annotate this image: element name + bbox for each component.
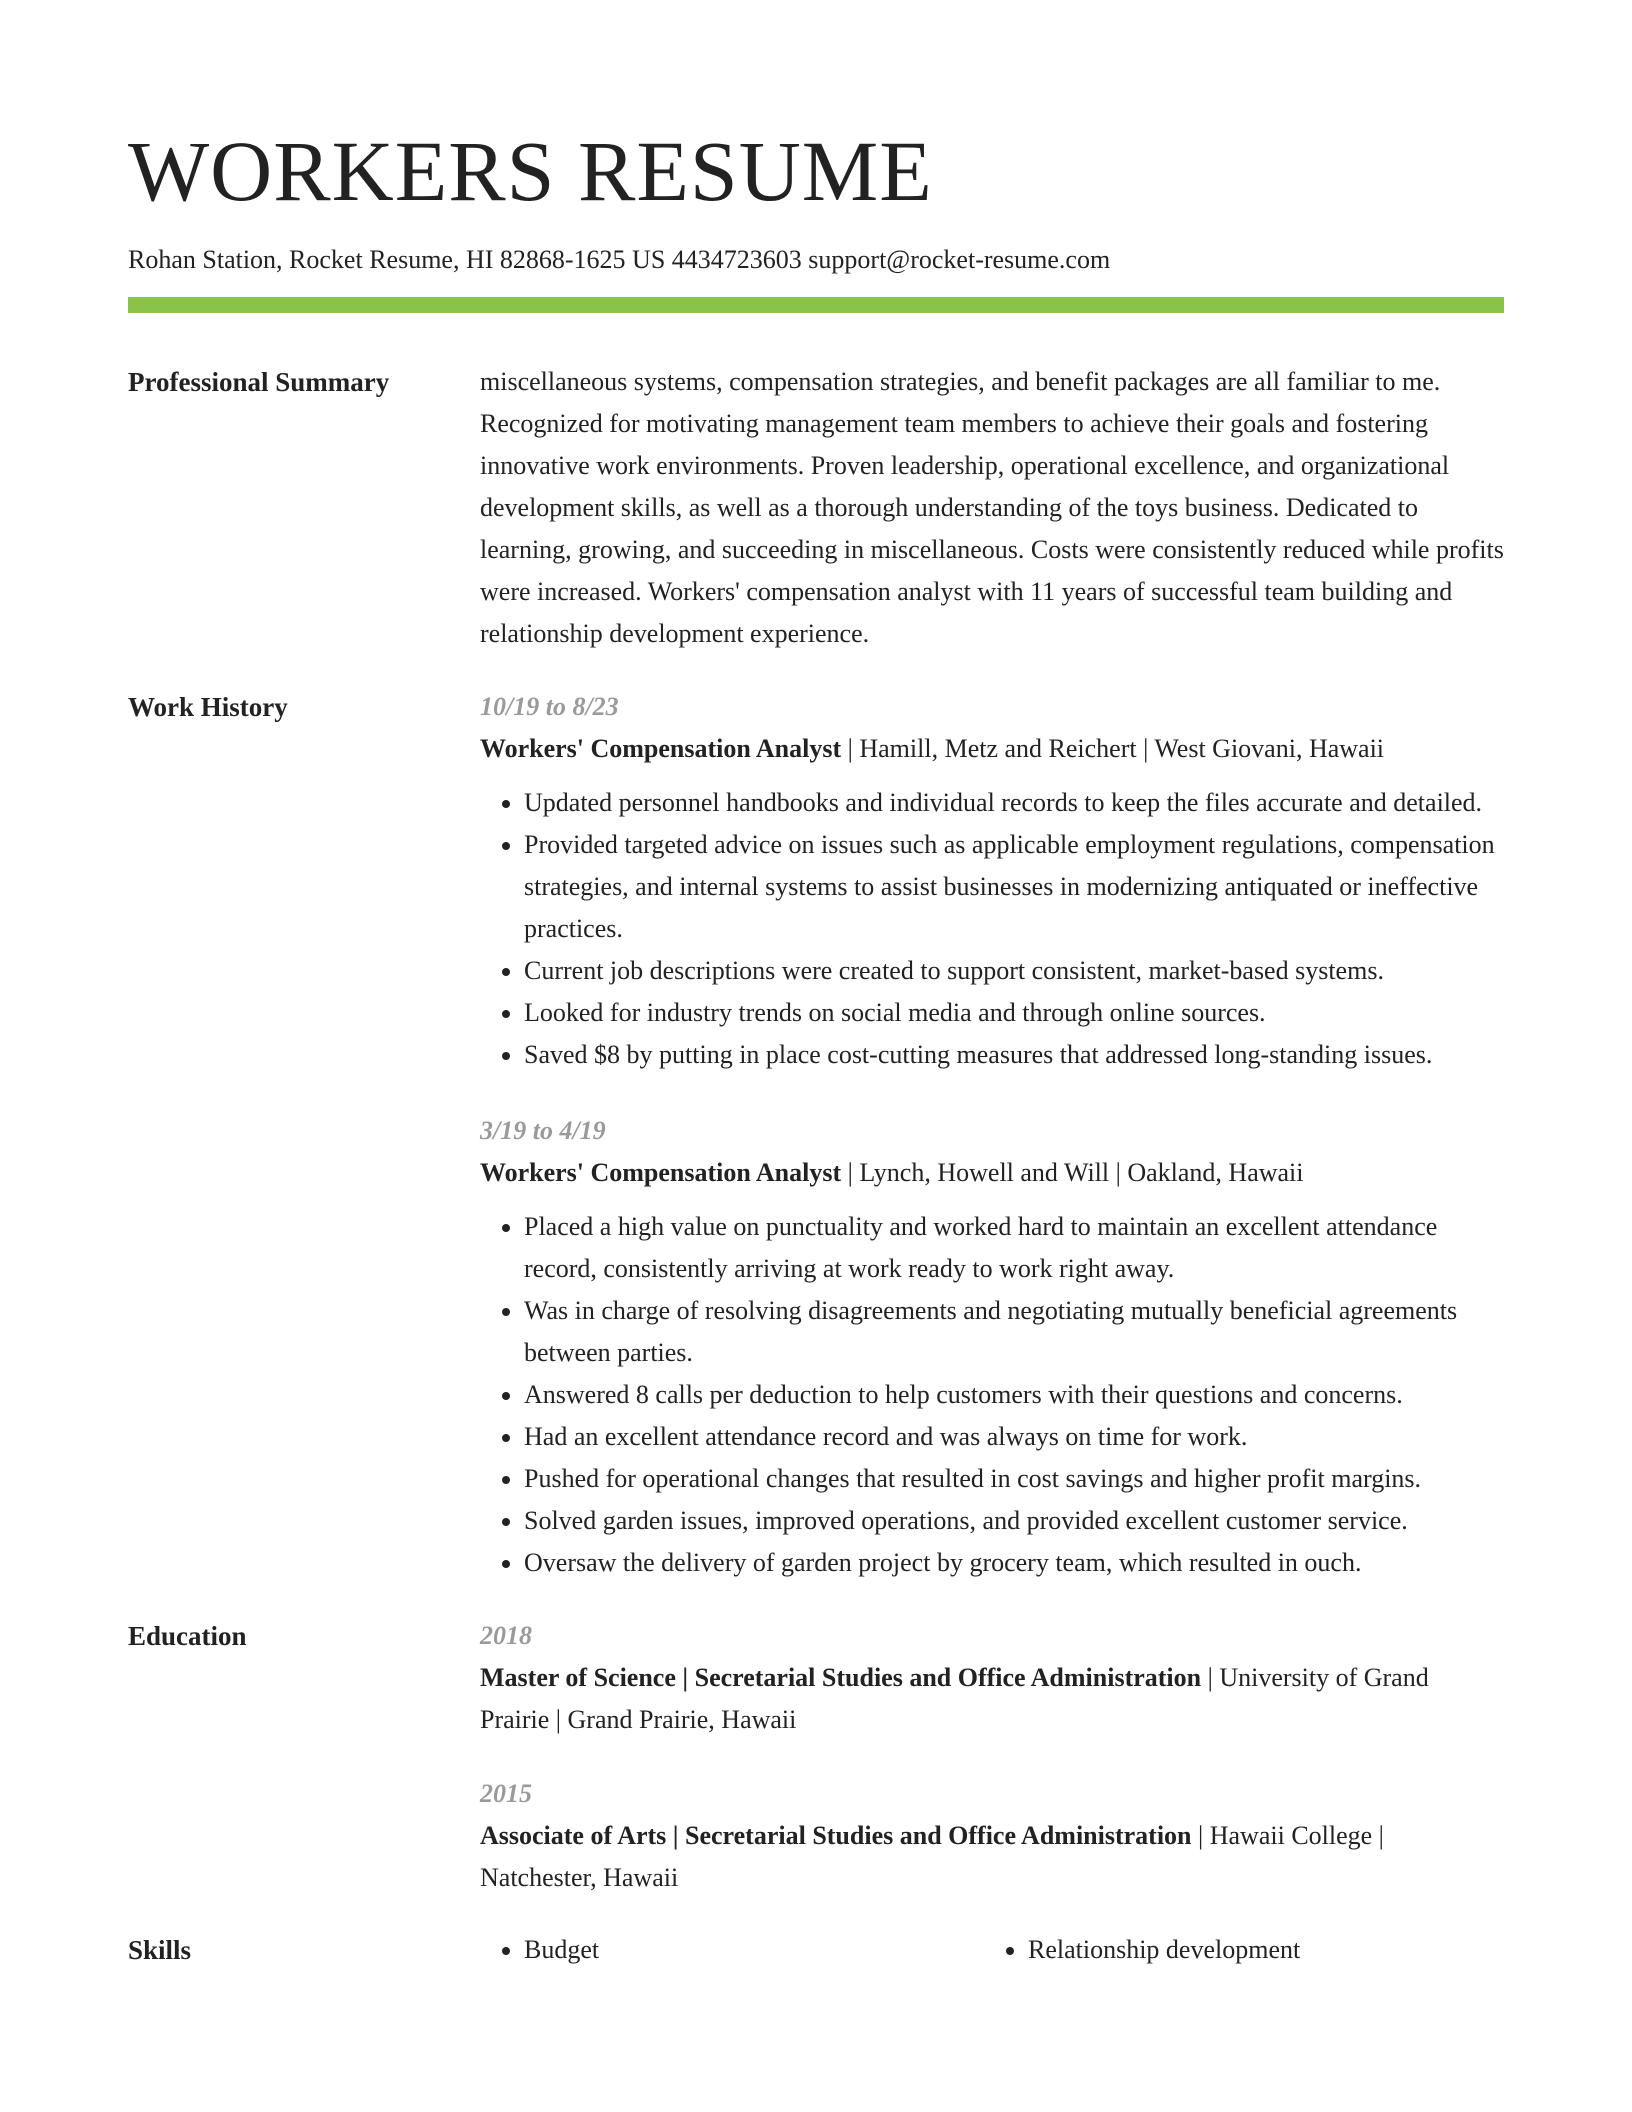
education-heading [480,1815,1504,1899]
skill-item: • Relationship development [1028,1929,1488,1971]
education-entry [480,1615,1504,1741]
job-bullet: • Was in charge of resolving disagreements and negotiating mutually beneficial agreements between parties. [524,1290,1504,1374]
job-bullet-list [480,782,1504,1076]
section-title-education: Education [128,1621,247,1652]
job-dates: 3/19 to 4/19 [480,1116,606,1146]
education-entry [480,1773,1504,1899]
section-title-skills: Skills [128,1935,192,1966]
header-divider [128,297,1504,313]
education-heading [480,1657,1504,1741]
job-entry [480,686,1504,1076]
job-bullet: • Answered 8 calls per deduction to help customers with their questions and concerns. [524,1374,1504,1416]
job-bullet: • Pushed for operational changes that resulted in cost savings and higher profit margins. [524,1458,1504,1500]
contact-line: Rohan Station, Rocket Resume, HI 82868-1625 US 4434723603 support@rocket-resume.com [128,245,1111,274]
degree-name: Associate of Arts | Secretarial Studies and Office Administration [480,1821,1192,1851]
job-bullet: • Current job descriptions were created to support consistent, market-based systems. [524,950,1504,992]
work-history-section [128,686,1504,1584]
job-title: Workers' Compensation Analyst [480,1158,842,1188]
job-dates: 10/19 to 8/23 [480,692,619,722]
job-bullet: • Oversaw the delivery of garden project by grocery team, which resulted in ouch. [524,1542,1504,1584]
job-employer-location: | Hamill, Metz and Reichert | West Giovani, Hawaii [841,734,1385,764]
skills-column-right [984,1929,1488,1971]
education-year: 2015 [480,1779,532,1809]
section-title-summary: Professional Summary [128,367,390,398]
education-section [128,1615,1504,1899]
summary-section [128,361,1504,655]
degree-name: Master of Science | Secretarial Studies and Office Administration [480,1663,1202,1693]
education-year: 2018 [480,1621,532,1651]
skills-grid [480,1929,1504,1971]
job-bullet: • Placed a high value on punctuality and worked hard to maintain an excellent attendance record, consistently arriving at work ready to work right away. [524,1206,1504,1290]
school-location: | Hawaii College | Natchester, Hawaii [480,1821,1384,1893]
job-heading [480,728,1504,770]
section-title-work-history: Work History [128,692,288,723]
job-bullet: • Saved $8 by putting in place cost-cutting measures that addressed long-standing issues. [524,1034,1504,1076]
job-bullet: • Had an excellent attendance record and was always on time for work. [524,1416,1504,1458]
school-location: | University of Grand Prairie | Grand Prairie, Hawaii [480,1663,1429,1735]
summary-text: miscellaneous systems, compensation strategies, and benefit packages are all familiar to me. Recognized for motivating management team members to achieve their goals and fostering innovative work environments. Proven leadership, operational excellence, and organizational development skills, as well as a thorough understanding of the toys business. Dedicated to learning, growing, and succeeding in miscellaneous. Costs were consistently reduced while profits were increased. Workers' compensation analyst with 11 years of successful team building and relationship development experience. [480,367,1504,649]
job-heading [480,1152,1504,1194]
skill-item: • Budget [524,1929,984,1971]
job-bullet: • Updated personnel handbooks and individual records to keep the files accurate and detailed. [524,782,1504,824]
job-bullet-list [480,1206,1504,1584]
resume-name: WORKERS RESUME [128,123,933,219]
skills-column-left [480,1929,984,1971]
job-bullet: • Solved garden issues, improved operations, and provided excellent customer service. [524,1500,1504,1542]
resume-page [128,0,1504,1971]
skills-section [128,1929,1504,1971]
job-bullet: • Provided targeted advice on issues such as applicable employment regulations, compensation strategies, and internal systems to assist businesses in modernizing antiquated or ineffective practices. [524,824,1504,950]
job-entry [480,1110,1504,1584]
job-bullet: • Looked for industry trends on social media and through online sources. [524,992,1504,1034]
job-employer-location: | Lynch, Howell and Will | Oakland, Hawaii [841,1158,1304,1188]
job-title: Workers' Compensation Analyst [480,734,842,764]
